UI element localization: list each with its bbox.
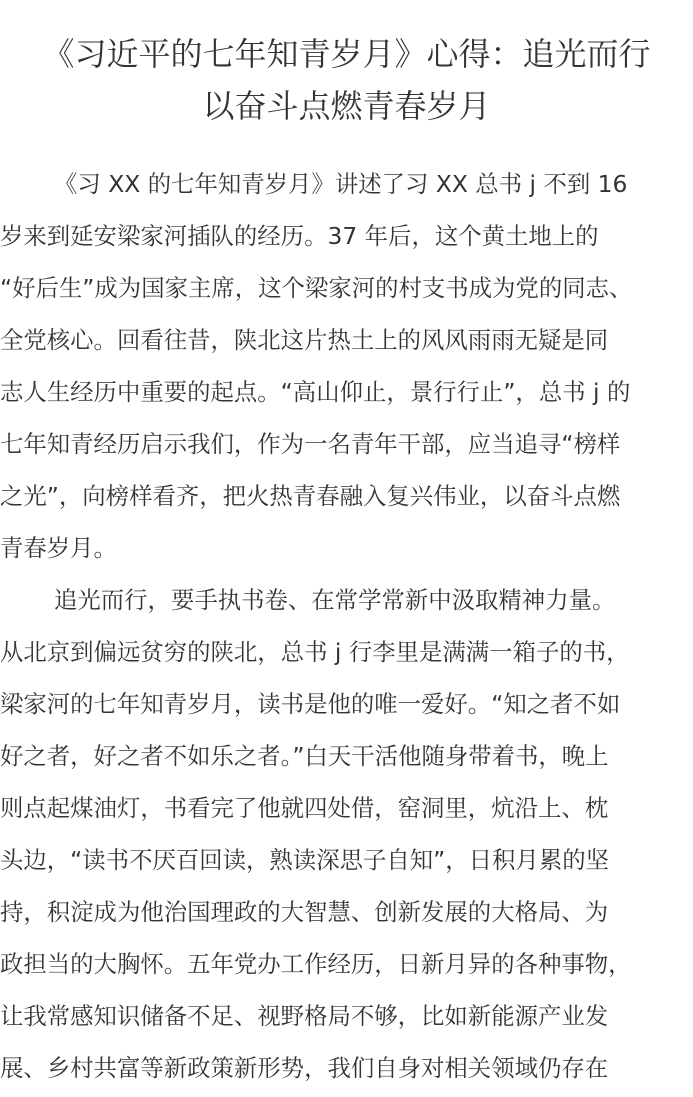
paragraph-line: “好后生”成为国家主席，这个梁家河的村支书成为党的同志、 [0, 274, 633, 302]
paragraph-line: 志人生经历中重要的起点。“高山仰止，景行行止”，总书 j 的 [0, 378, 631, 406]
paragraph-line: 七年知青经历启示我们，作为一名青年干部，应当追寻“榜样 [0, 430, 621, 458]
paragraph-line: 好之者，好之者不如乐之者。”白天干活他随身带着书，晚上 [0, 742, 609, 770]
paragraph-1 [0, 158, 693, 574]
document-body [0, 158, 693, 1094]
paragraph-line: 梁家河的七年知青岁月，读书是他的唯一爱好。“知之者不如 [0, 690, 621, 718]
paragraph-line: 从北京到偏远贫穷的陕北，总书 j 行李里是满满一箱子的书， [0, 638, 630, 666]
paragraph-line: 展、乡村共富等新政策新形势，我们自身对相关领域仍存在 [0, 1054, 609, 1082]
paragraph-line: 追光而行，要手执书卷、在常学常新中汲取精神力量。 [54, 586, 616, 614]
paragraph-line: 青春岁月。 [0, 534, 117, 562]
document-title [0, 0, 693, 132]
paragraph-line: 岁来到延安梁家河插队的经历。37 年后，这个黄土地上的 [0, 222, 599, 250]
paragraph-line: 《习 XX 的七年知青岁月》讲述了习 XX 总书 j 不到 16 [54, 170, 628, 198]
title-line-1: 《习近平的七年知青岁月》心得：追光而行 [42, 35, 651, 73]
paragraph-line: 之光”，向榜样看齐，把火热青春融入复兴伟业，以奋斗点燃 [0, 482, 621, 510]
paragraph-line: 全党核心。回看往昔，陕北这片热土上的风风雨雨无疑是同 [0, 326, 609, 354]
paragraph-line: 则点起煤油灯，书看完了他就四处借，窑洞里，炕沿上、枕 [0, 794, 609, 822]
paragraph-line: 政担当的大胸怀。五年党办工作经历，日新月异的各种事物， [0, 950, 632, 978]
paragraph-line: 让我常感知识储备不足、视野格局不够，比如新能源产业发 [0, 1002, 609, 1030]
paragraph-line: 头边，“读书不厌百回读，熟读深思子自知”，日积月累的坚 [0, 846, 609, 874]
title-line-2: 以奋斗点燃青春岁月 [202, 87, 491, 125]
paragraph-line: 持，积淀成为他治国理政的大智慧、创新发展的大格局、为 [0, 898, 609, 926]
paragraph-2 [0, 574, 693, 1094]
